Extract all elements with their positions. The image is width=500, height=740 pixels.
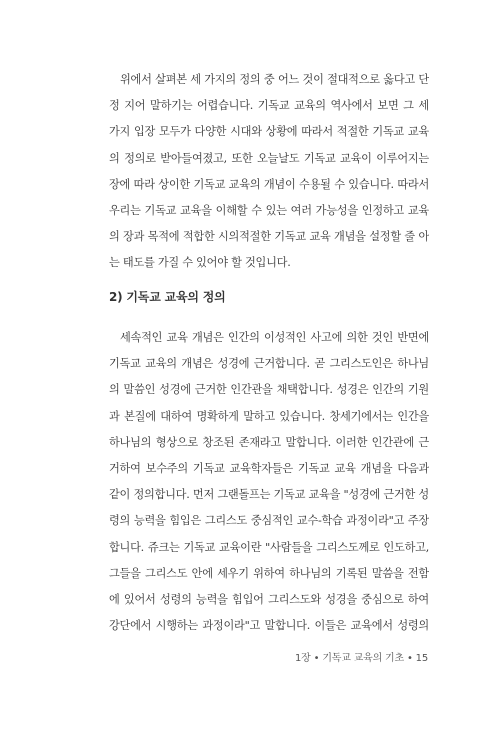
paragraph-line: 장에 따라 상이한 기독교 교육의 개념이 수용될 수 있습니다. 따라서	[109, 177, 429, 191]
paragraph-line: 위에서 살펴본 세 가지의 정의 중 어느 것이 절대적으로 옳다고 단	[120, 73, 429, 86]
paragraph-line: 정 지어 말하기는 어렵습니다. 기독교 교육의 역사에서 보면 그 세	[109, 99, 429, 113]
paragraph-line: 의 말씀인 성경에 근거한 인간관을 채택합니다. 성경은 인간의 기원	[109, 383, 429, 397]
footer-bullet: •	[406, 653, 413, 664]
paragraph-1	[109, 67, 429, 277]
paragraph-line: 의 정의로 받아들여졌고, 또한 오늘날도 기독교 교육이 이루어지는	[109, 151, 429, 165]
paragraph-line: 에 있어서 성령의 능력을 힘입어 그리스도와 성경을 중심으로 하여	[109, 593, 429, 607]
paragraph-line: 가지 입장 모두가 다양한 시대와 상황에 따라서 적절한 기독교 교육	[109, 125, 429, 139]
footer-title: 기독교 교육의 기초	[322, 653, 404, 664]
paragraph-line: 강단에서 시행하는 과정이라"고 말합니다. 이들은 교육에서 성령의	[109, 619, 429, 633]
paragraph-line: 세속적인 교육 개념은 인간의 이성적인 사고에 의한 것인 반면에	[120, 331, 429, 344]
page-number: 15	[415, 653, 428, 664]
paragraph-2	[109, 325, 429, 639]
paragraph-line: 우리는 기독교 교육을 이해할 수 있는 여러 가능성을 인정하고 교육	[109, 204, 429, 218]
footer-chapter: 1장	[295, 653, 311, 664]
paragraph-line: 과 본질에 대하여 명확하게 말하고 있습니다. 창세기에서는 인간을	[109, 409, 429, 423]
paragraph-line: 그들을 그리스도 안에 세우기 위하여 하나님의 기록된 말씀을 전함	[109, 566, 429, 580]
paragraph-line: 같이 정의합니다. 먼저 그랜돌프는 기독교 교육을 "성경에 근거한 성	[109, 488, 429, 502]
section-heading: 2) 기독교 교육의 정의	[109, 290, 226, 304]
paragraph-line: 의 장과 목적에 적합한 시의적절한 기독교 교육 개념을 설정할 줄 아	[109, 230, 429, 244]
paragraph-line: 는 태도를 가질 수 있어야 할 것입니다.	[109, 256, 291, 270]
page-footer	[295, 652, 428, 666]
paragraph-line: 령의 능력을 힘입은 그리스도 중심적인 교수-학습 과정이라"고 주장	[109, 514, 429, 528]
paragraph-line: 합니다. 쥬크는 기독교 교육이란 "사람들을 그리스도께로 인도하고,	[109, 540, 429, 554]
paragraph-line: 하나님의 형상으로 창조된 존재라고 말합니다. 이러한 인간관에 근	[109, 435, 429, 449]
footer-bullet: •	[313, 653, 320, 664]
paragraph-line: 거하여 보수주의 기독교 교육학자들은 기독교 교육 개념을 다음과	[109, 462, 429, 476]
paragraph-line: 기독교 교육의 개념은 성경에 근거합니다. 곧 그리스도인은 하나님	[109, 357, 429, 371]
